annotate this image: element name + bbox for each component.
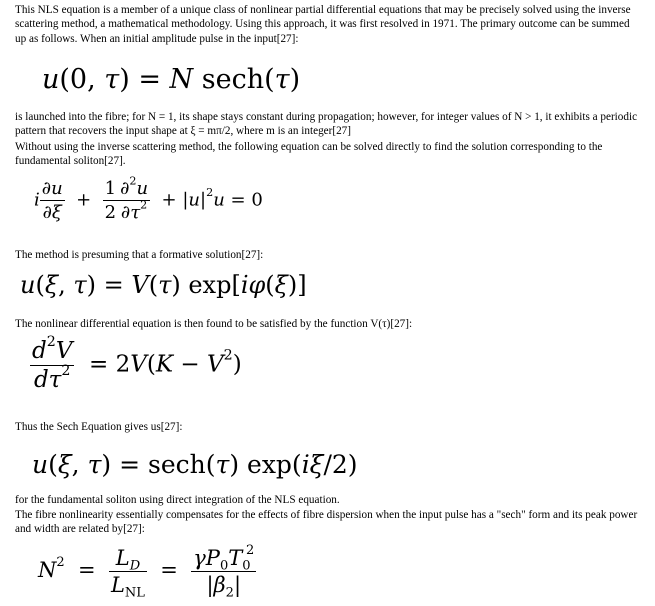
paragraph-intro: This NLS equation is a member of a unique class of nonlinear partial differential equations that may be precisely solved using the inverse scattering method, a mathematical methodology. Using this approach, it was first resolved in 1971. The primary outcome can be summed up as follows. When an initial amplitude pulse in the input[27]: [15, 4, 631, 45]
paragraph-formative-solution: The method is presuming that a formative solution[27]: [15, 249, 264, 261]
paragraph-nonlinearity-compensation: The fibre nonlinearity essentially compensates for the effects of fibre dispersion when the input pulse has a "sech" form and its peak power and width are related by[27]: [15, 509, 638, 536]
paragraph-direct-integration: for the fundamental soliton using direct integration of the NLS equation. [15, 494, 340, 506]
equation-v-function: $\frac{d^2V}{d\tau^2}$ = $2V(K - V^2)$ [32, 333, 242, 393]
equation-nls: i $\frac{\partial u}{\partial\xi}$ + $\frac{1}{2}$ $\frac{\partial^2u}{\partial\tau^2}$ + $|u|^2u = 0$ [34, 174, 263, 223]
paragraph-nonlinear-de: The nonlinear differential equation is then found to be satisfied by the function V(τ)[27]: [15, 318, 413, 330]
equation-soliton-order: $N^2$ = $\frac{L_D}{L_{NL}}$ = $\frac{\gamma P_0T_0^2}{|\beta_2|}$ [38, 542, 255, 601]
paragraph-sech-equation: Thus the Sech Equation gives us[27]: [15, 421, 183, 433]
equation-fundamental-soliton: u(ξ, τ) = sech(τ) exp(iξ/2) [32, 450, 358, 479]
equation-ansatz: u(ξ, τ) = V(τ) exp[iφ(ξ)] [20, 271, 307, 299]
equation-initial-pulse: u(0, τ) = N sech(τ) [42, 64, 301, 95]
paragraph-direct-solution: Without using the inverse scattering method, the following equation can be solved directly to find the solution corresponding to the fundamental soliton[27]. [15, 141, 603, 168]
paragraph-launch: is launched into the fibre; for N = 1, its shape stays constant during propagation; however, for integer values of N > 1, it exhibits a periodic pattern that recovers the input shape at ξ = mπ/2, where m is an integer[27] [15, 111, 638, 138]
